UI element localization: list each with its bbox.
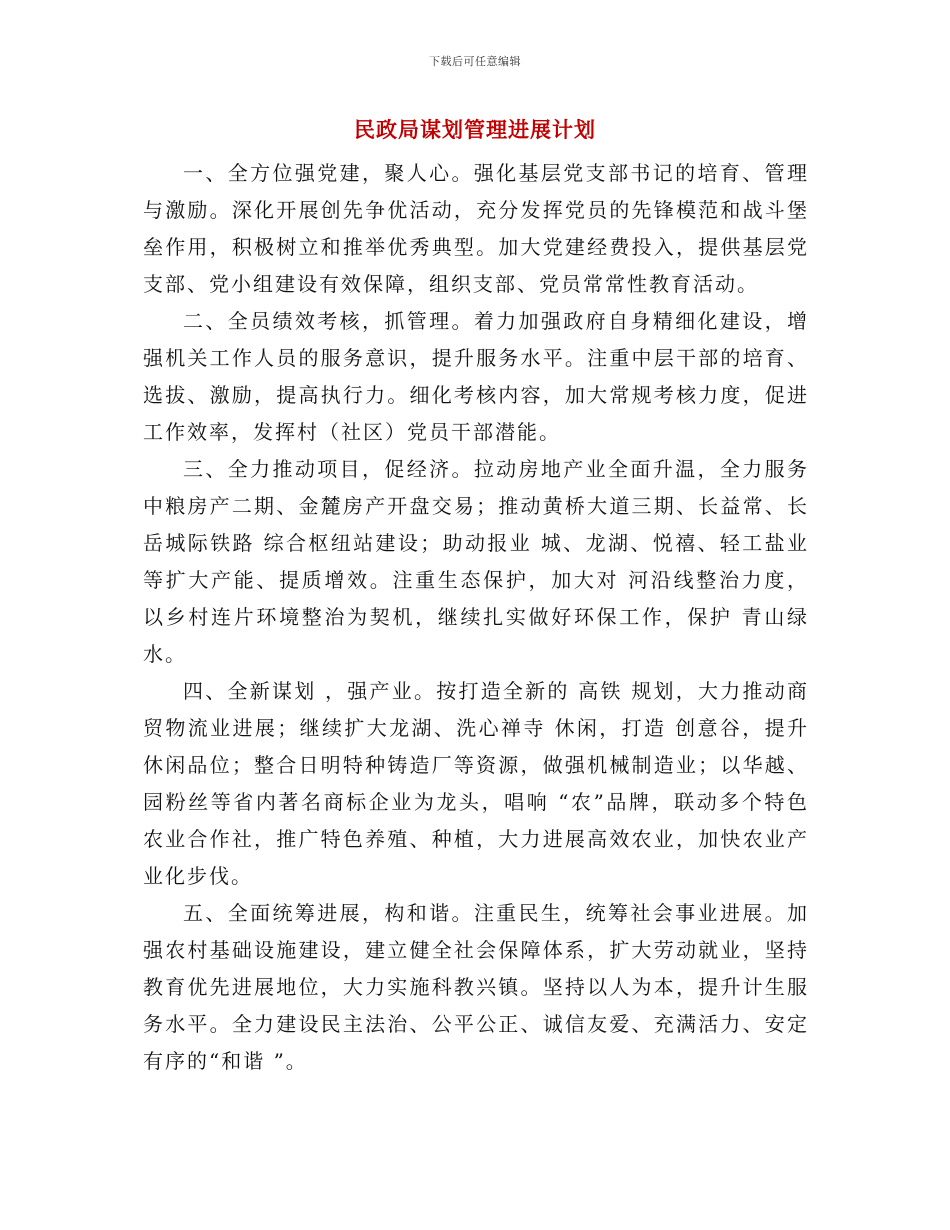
- paragraph-4: 四、全新谋划 ，强产业。按打造全新的 高铁 规划，大力推动商贸物流业进展；继续扩大龙湖、洗心禅寺 休闲，打造 创意谷，提升休闲品位；整合日明特种铸造厂等资源，做强机械制造业；以华越、园粉丝等省内著名商标企业为龙头，唱响 “农”品牌，联动多个特色农业合作社，推广特色养殖、种植，大力进展高效农业，加快农业产业化步伐。: [143, 679, 809, 888]
- paragraph-1: 一、全方位强党建，聚人心。强化基层党支部书记的培育、管理与激励。深化开展创先争优活动，充分发挥党员的先锋模范和战斗堡垒作用，积极树立和推举优秀典型。加大党建经费投入，提供基层党支部、党小组建设有效保障，组织支部、党员常常性教育活动。: [143, 161, 809, 296]
- paragraph-5: 五、全面统筹进展，构和谐。注重民生，统筹社会事业进展。加强农村基础设施建设，建立健全社会保障体系，扩大劳动就业，坚持教育优先进展地位，大力实施科教兴镇。坚持以人为本，提升计生服务水平。全力建设民主法治、公平公正、诚信友爱、充满活力、安定有序的“和谐 ”。: [143, 901, 809, 1073]
- paragraph-2: 二、全员绩效考核，抓管理。着力加强政府自身精细化建设，增强机关工作人员的服务意识，提升服务水平。注重中层干部的培育、选拔、激励，提高执行力。细化考核内容，加大常规考核力度，促进工作效率，发挥村（社区）党员干部潜能。: [143, 309, 809, 444]
- header-note: 下载后可任意编辑: [429, 55, 521, 68]
- paragraph-3: 三、全力推动项目，促经济。拉动房地产业全面升温，全力服务中粮房产二期、金麓房产开盘交易；推动黄桥大道三期、长益常、长岳城际铁路 综合枢纽站建设；助动报业 城、龙湖、悦禧、轻工盐业等扩大产能、提质增效。注重生态保护，加大对 河沿线整治力度，以乡村连片环境整治为契机，继续扎实做好环保工作，保护 青山绿水。: [143, 457, 809, 666]
- document-title: 民政局谋划管理进展计划: [354, 118, 596, 142]
- document-body: [143, 155, 809, 1080]
